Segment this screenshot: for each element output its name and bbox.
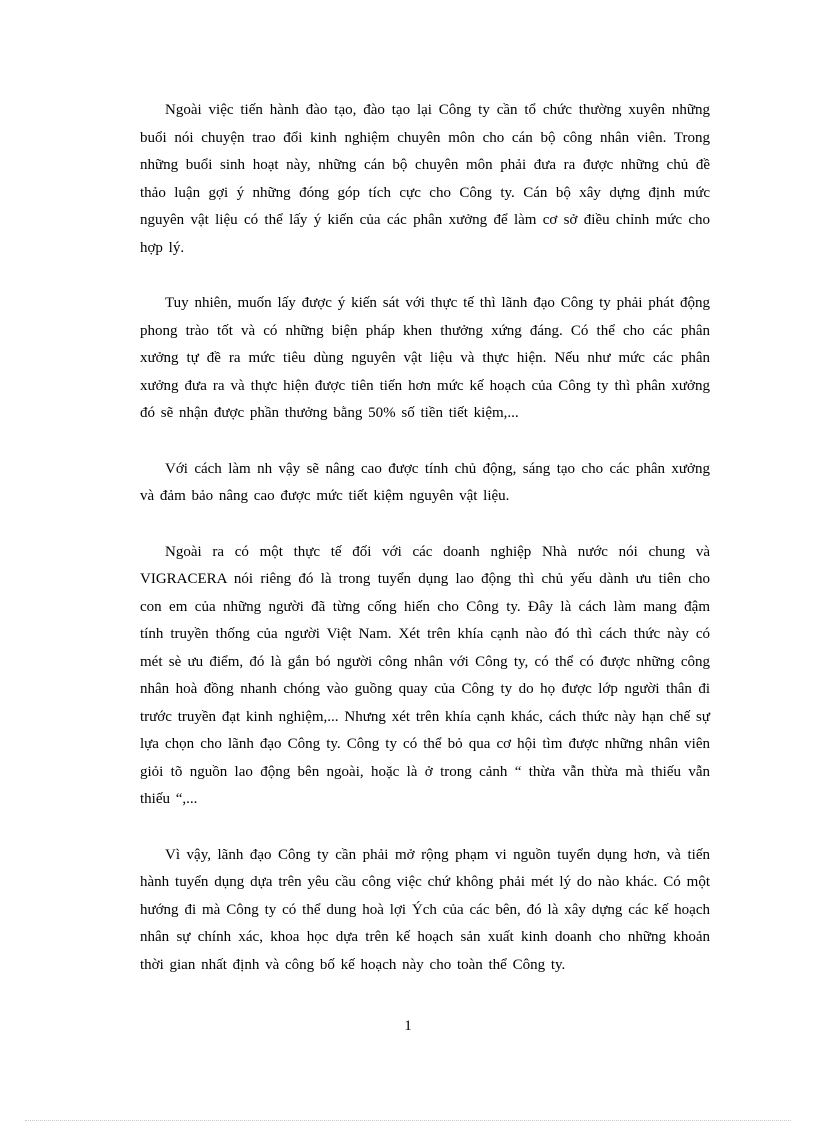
page-bottom-divider bbox=[25, 1120, 791, 1121]
paragraph-initiative: Với cách làm nh vậy sẽ nâng cao được tính chủ động, sáng tạo cho các phân xưởng và đảm bảo nâng cao được mức tiết kiệm nguyên vật liệu. bbox=[140, 460, 710, 504]
page-number: 1 bbox=[404, 1018, 412, 1034]
paragraph-recruitment: Ngoài ra có một thực tế đối với các doanh nghiệp Nhà nước nói chung và VIGRACERA nói riêng đó là trong tuyển dụng lao động thì chủ yếu dành ưu tiên cho con em của những người đã từng cống hiến cho Công ty. Đây là cách làm mang đậm tính truyền thống của người Việt Nam. Xét trên khía cạnh nào đó thì cách thức này có mét sè ưu điểm, đó là gắn bó người công nhân với Công ty, có thể có được những công nhân hoà đồng nhanh chóng vào guồng quay của Công ty do họ được lớp người thân đi trước truyền đạt kinh nghiệm,... Nhưng xét trên khía cạnh khác, cách thức này hạn chế sự lựa chọn cho lãnh đạo Công ty. Công ty có thể bỏ qua cơ hội tìm được những nhân viên giỏi tõ nguồn lao động bên ngoài, hoặc là ở trong cảnh “ thừa vẫn thừa mà thiếu vẫn thiếu “,... bbox=[140, 543, 710, 807]
paragraph-feedback: Tuy nhiên, muốn lấy được ý kiến sát với thực tế thì lãnh đạo Công ty phải phát động phong trào tốt và có những biện pháp khen thưởng xứng đáng. Có thể cho các phân xưởng tự đề ra mức tiêu dùng nguyên vật liệu và thực hiện. Nếu như mức các phân xưởng đưa ra và thực hiện được tiên tiến hơn mức kế hoạch của Công ty thì phân xưởng đó sẽ nhận được phần thưởng bằng 50% số tiền tiết kiệm,... bbox=[140, 295, 710, 421]
paragraph-conclusion: Vì vậy, lãnh đạo Công ty cần phải mở rộng phạm vi nguồn tuyển dụng hơn, và tiến hành tuyển dụng dựa trên yêu cầu công việc chứ không phải mét lý do nào khác. Có một hướng đi mà Công ty có thể dung hoà lợi Ých của các bên, đó là xây dựng các kế hoạch nhân sự chính xác, khoa học dựa trên kế hoạch sản xuất kinh doanh cho những khoản thời gian nhất định và công bố kế hoạch này cho toàn thể Công ty. bbox=[140, 846, 710, 973]
document-body bbox=[140, 97, 710, 1007]
paragraph-training: Ngoài việc tiến hành đào tạo, đào tạo lại Công ty cần tổ chức thường xuyên những buổi nói chuyện trao đổi kinh nghiệm chuyên môn cho cán bộ công nhân viên. Trong những buổi sinh hoạt này, những cán bộ chuyên môn phải đưa ra được những chủ đề thảo luận gợi ý những đóng góp tích cực cho Công ty. Cán bộ xây dựng định mức nguyên vật liệu có thể lấy ý kiến của các phân xưởng để làm cơ sở điều chỉnh mức cho hợp lý. bbox=[140, 102, 710, 256]
